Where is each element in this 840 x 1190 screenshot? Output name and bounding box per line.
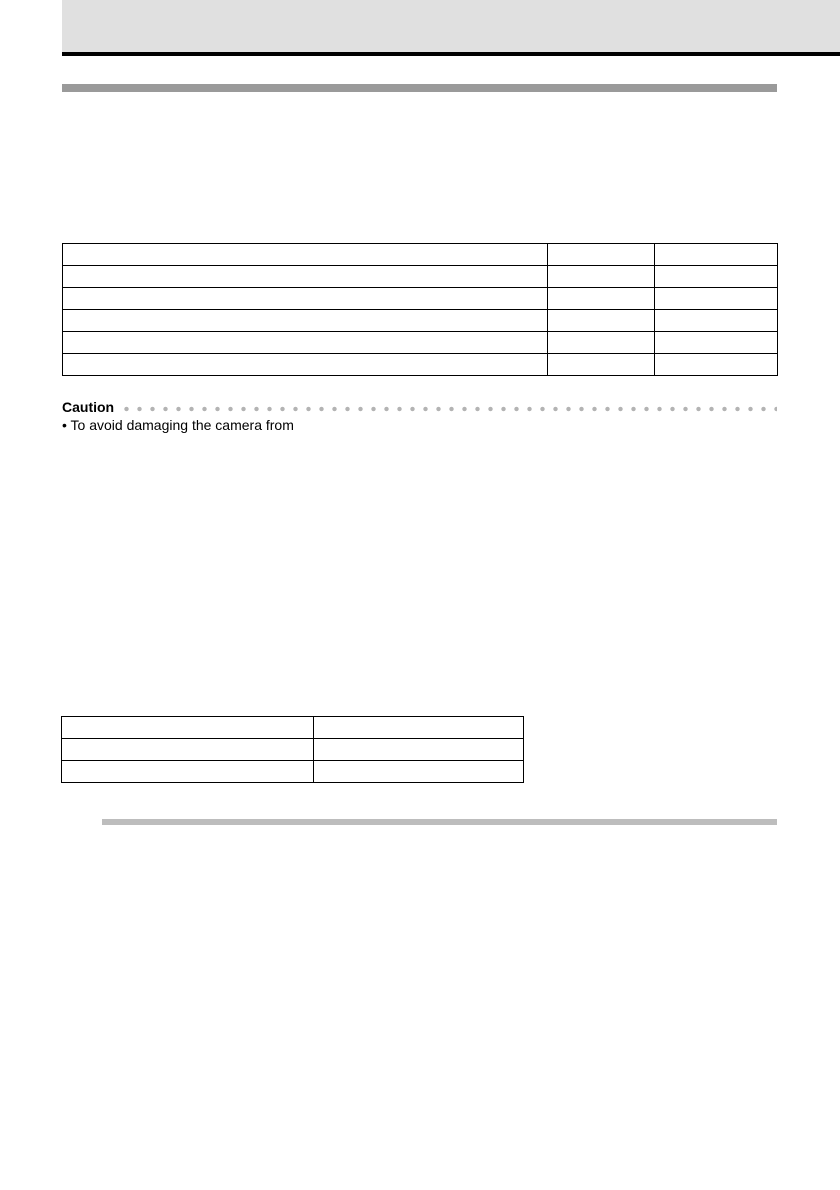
table-cell bbox=[655, 310, 778, 332]
subsection-heading-bar bbox=[102, 819, 777, 825]
table-cell bbox=[548, 288, 655, 310]
table-cell bbox=[548, 266, 655, 288]
caution-bullet-text: • To avoid damaging the camera from bbox=[62, 417, 294, 433]
table-cell bbox=[63, 288, 548, 310]
table-row bbox=[63, 310, 778, 332]
spec-table-bottom bbox=[61, 716, 524, 783]
table-row bbox=[62, 739, 524, 761]
caution-title: Caution bbox=[62, 399, 115, 415]
page-header-rule bbox=[62, 52, 840, 56]
page-header-band bbox=[62, 0, 840, 52]
table-row bbox=[63, 288, 778, 310]
table-cell bbox=[548, 332, 655, 354]
table-cell bbox=[63, 310, 548, 332]
caution-header bbox=[62, 398, 777, 416]
table-cell bbox=[655, 332, 778, 354]
spec-table-top bbox=[62, 243, 778, 376]
table-cell bbox=[63, 244, 548, 266]
table-cell bbox=[548, 354, 655, 376]
table-cell bbox=[655, 354, 778, 376]
table-cell bbox=[62, 717, 314, 739]
table-cell bbox=[62, 761, 314, 783]
table-cell bbox=[63, 332, 548, 354]
table-row bbox=[63, 354, 778, 376]
caution-dotted-rule bbox=[120, 406, 777, 412]
table-cell bbox=[655, 266, 778, 288]
section-heading-bar bbox=[62, 84, 777, 92]
table-cell bbox=[314, 739, 524, 761]
table-row bbox=[62, 761, 524, 783]
table-cell bbox=[655, 244, 778, 266]
table-cell bbox=[655, 288, 778, 310]
table-cell bbox=[314, 761, 524, 783]
table-row bbox=[63, 266, 778, 288]
table-cell bbox=[548, 244, 655, 266]
table-cell bbox=[548, 310, 655, 332]
table-cell bbox=[63, 354, 548, 376]
table-cell bbox=[314, 717, 524, 739]
table-row bbox=[62, 717, 524, 739]
table-row bbox=[63, 244, 778, 266]
table-row bbox=[63, 332, 778, 354]
table-cell bbox=[62, 739, 314, 761]
table-cell bbox=[63, 266, 548, 288]
